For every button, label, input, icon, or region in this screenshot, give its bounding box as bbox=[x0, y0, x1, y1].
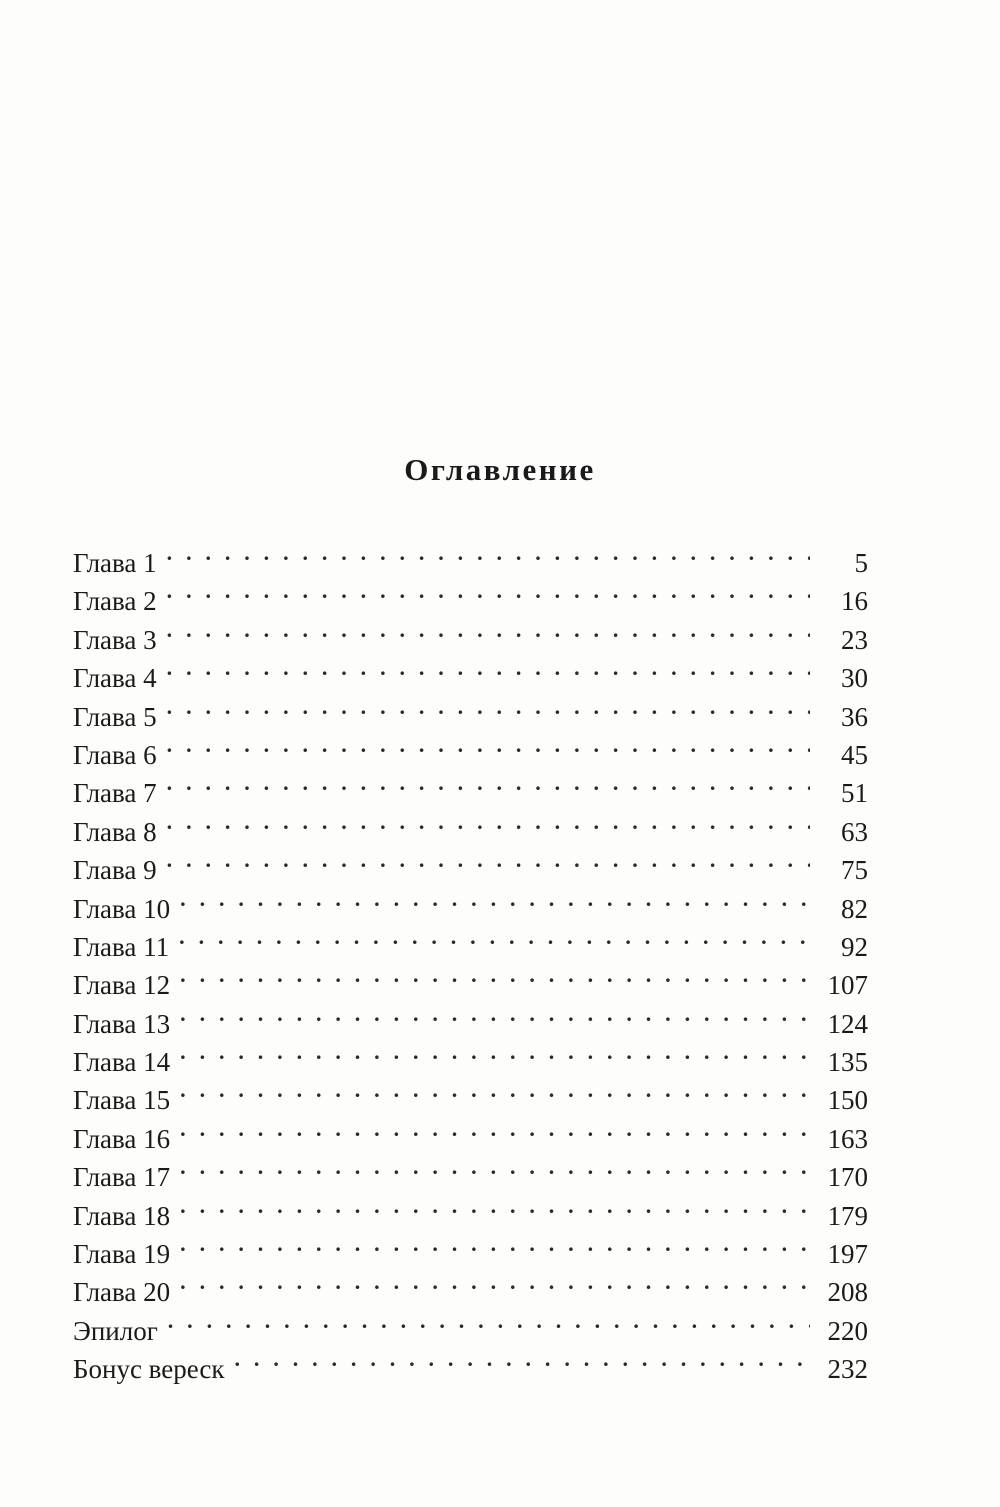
toc-entry-label: Глава 16 bbox=[73, 1123, 171, 1154]
toc-entry-page: 220 bbox=[827, 1315, 868, 1346]
toc-entry[interactable] bbox=[73, 611, 868, 655]
toc-entry[interactable] bbox=[73, 803, 868, 847]
toc-entry-page: 75 bbox=[841, 855, 868, 886]
toc-entry-label: Глава 7 bbox=[73, 778, 157, 809]
toc-entry[interactable] bbox=[73, 1148, 868, 1193]
toc-entry-label: Глава 18 bbox=[73, 1200, 171, 1231]
toc-entry-page: 82 bbox=[841, 893, 868, 924]
toc-entry-label: Глава 4 bbox=[73, 663, 157, 694]
toc-entry-page: 197 bbox=[827, 1239, 868, 1270]
toc-entry[interactable] bbox=[73, 918, 868, 962]
toc-entry[interactable] bbox=[73, 534, 868, 578]
toc-entry-label: Глава 2 bbox=[73, 586, 157, 617]
dot-leader bbox=[179, 918, 810, 956]
dot-leader bbox=[180, 1225, 810, 1263]
toc-entry-page: 92 bbox=[841, 931, 868, 962]
toc-title: Оглавление bbox=[404, 452, 596, 487]
dot-leader bbox=[180, 1263, 810, 1301]
toc-entry-page: 5 bbox=[854, 548, 868, 578]
toc-entry-label: Глава 17 bbox=[73, 1162, 171, 1193]
toc-entry-page: 208 bbox=[827, 1277, 868, 1308]
dot-leader bbox=[180, 1110, 810, 1148]
toc-entry-label: Глава 1 bbox=[73, 548, 157, 578]
dot-leader bbox=[167, 688, 810, 726]
toc-entry[interactable] bbox=[73, 1187, 868, 1231]
toc-entry-label: Глава 10 bbox=[73, 893, 171, 924]
toc-entry[interactable] bbox=[73, 764, 868, 809]
toc-entry-label: Глава 19 bbox=[73, 1239, 171, 1270]
toc-entry[interactable] bbox=[73, 1071, 868, 1116]
dot-leader bbox=[167, 764, 810, 802]
toc-entry-page: 179 bbox=[827, 1200, 868, 1231]
toc-entry-label: Глава 8 bbox=[73, 816, 157, 847]
toc-entry[interactable] bbox=[73, 572, 868, 617]
toc-entry-label: Глава 20 bbox=[73, 1277, 171, 1308]
dot-leader bbox=[167, 803, 810, 841]
toc-entry-page: 135 bbox=[827, 1047, 868, 1078]
toc-entry[interactable] bbox=[73, 1302, 868, 1346]
toc-entry-page: 45 bbox=[841, 739, 868, 770]
toc-entry[interactable] bbox=[73, 688, 868, 732]
dot-leader bbox=[167, 649, 810, 687]
toc-entry[interactable] bbox=[73, 880, 868, 924]
toc-entry[interactable] bbox=[73, 1225, 868, 1270]
toc-entry-label: Глава 12 bbox=[73, 970, 171, 1001]
toc-entry-page: 107 bbox=[827, 970, 868, 1001]
dot-leader bbox=[167, 611, 810, 649]
toc-entry-page: 51 bbox=[841, 778, 868, 809]
toc-entry[interactable] bbox=[73, 649, 868, 694]
toc-entry-page: 170 bbox=[827, 1162, 868, 1193]
toc-entry-label: Глава 9 bbox=[73, 855, 157, 886]
dot-leader bbox=[180, 880, 810, 918]
toc-entry-page: 232 bbox=[827, 1354, 868, 1385]
dot-leader bbox=[180, 956, 810, 994]
toc-entry-page: 36 bbox=[841, 701, 868, 732]
toc-entry-page: 163 bbox=[827, 1123, 868, 1154]
dot-leader bbox=[180, 1071, 810, 1109]
toc-entry[interactable] bbox=[73, 841, 868, 886]
dot-leader bbox=[167, 534, 810, 572]
dot-leader bbox=[180, 1148, 810, 1186]
toc-entry-page: 23 bbox=[841, 624, 868, 655]
toc-entry-page: 150 bbox=[827, 1085, 868, 1116]
toc-entry-label: Глава 11 bbox=[73, 931, 170, 962]
dot-leader bbox=[180, 1187, 810, 1225]
dot-leader bbox=[180, 1033, 810, 1071]
toc-entry[interactable] bbox=[73, 995, 868, 1039]
toc-entry-label: Глава 13 bbox=[73, 1008, 171, 1039]
toc-entry-label: Бонус вереск bbox=[73, 1354, 225, 1385]
toc-entry-label: Глава 15 bbox=[73, 1085, 171, 1116]
toc-entry-label: Глава 5 bbox=[73, 701, 157, 732]
dot-leader bbox=[235, 1340, 810, 1378]
toc-list bbox=[73, 534, 868, 1385]
dot-leader bbox=[180, 995, 810, 1033]
toc-entry[interactable] bbox=[73, 1340, 868, 1385]
toc-entry-page: 124 bbox=[827, 1008, 868, 1039]
toc-entry[interactable] bbox=[73, 726, 868, 770]
toc-entry-page: 16 bbox=[841, 586, 868, 617]
toc-entry-page: 30 bbox=[841, 663, 868, 694]
toc-entry[interactable] bbox=[73, 1263, 868, 1308]
toc-entry[interactable] bbox=[73, 1110, 868, 1154]
toc-entry[interactable] bbox=[73, 1033, 868, 1078]
dot-leader bbox=[167, 841, 810, 879]
toc-entry[interactable] bbox=[73, 956, 868, 1001]
dot-leader bbox=[167, 726, 810, 764]
dot-leader bbox=[167, 572, 810, 610]
toc-entry-page: 63 bbox=[841, 816, 868, 847]
toc-entry-label: Эпилог bbox=[73, 1315, 158, 1346]
toc-entry-label: Глава 3 bbox=[73, 624, 157, 655]
dot-leader bbox=[168, 1302, 810, 1340]
toc-entry-label: Глава 6 bbox=[73, 739, 157, 770]
toc-entry-label: Глава 14 bbox=[73, 1047, 171, 1078]
